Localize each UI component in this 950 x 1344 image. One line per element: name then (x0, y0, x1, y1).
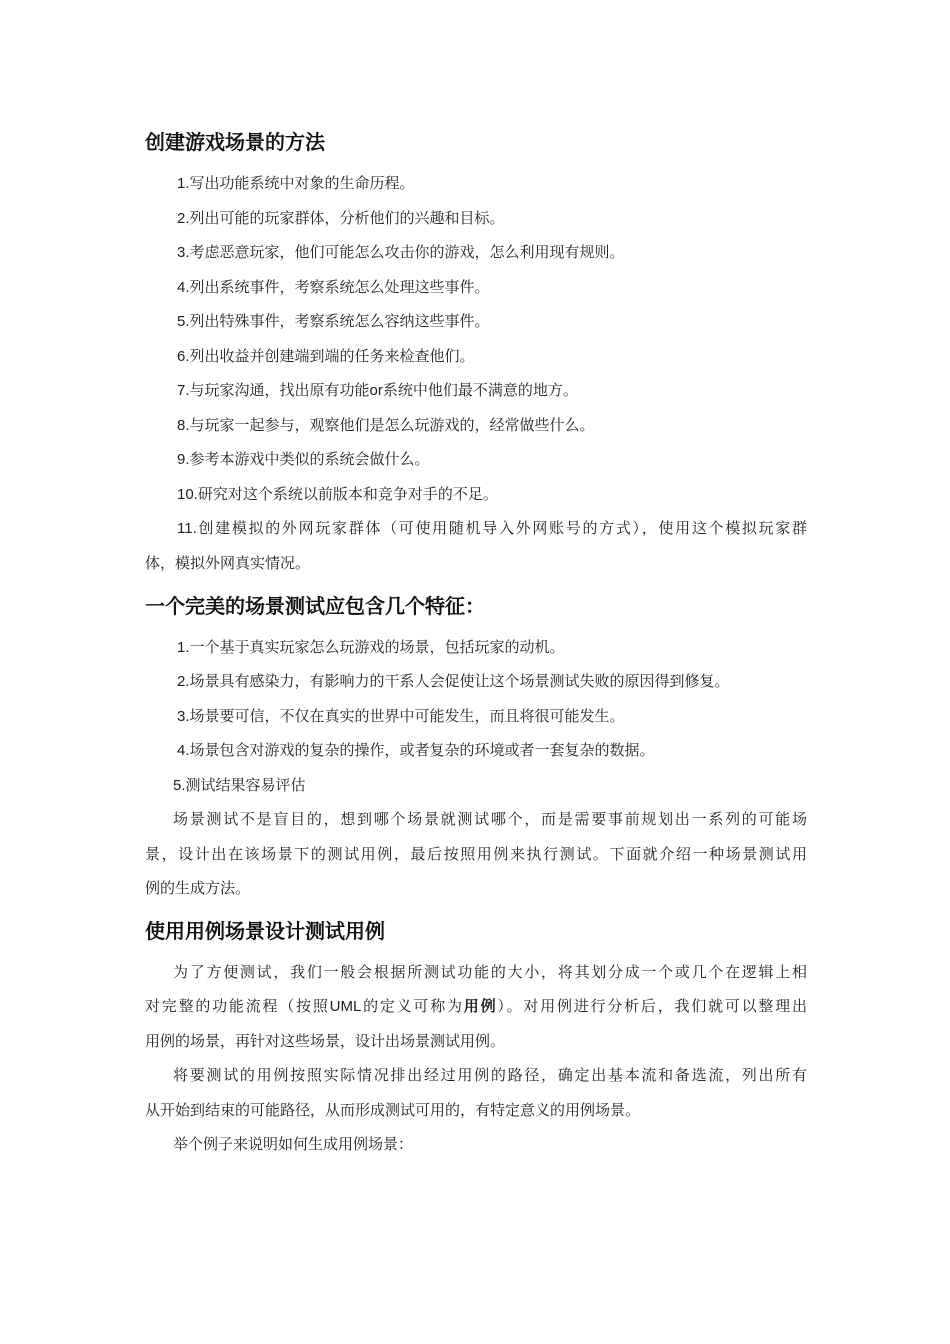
section-heading-scene-methods: 创建游戏场景的方法 (145, 130, 325, 154)
paragraph-line: 从开始到结束的可能路径，从而形成测试可用的，有特定意义的用例场景。 (145, 1101, 641, 1119)
list-item: 5.测试结果容易评估 (173, 776, 306, 794)
paragraph-line: 例的生成方法。 (145, 879, 251, 897)
list-item: 2.场景具有感染力，有影响力的干系人会促使让这个场景测试失败的原因得到修复。 (177, 672, 730, 690)
paragraph-line: 举个例子来说明如何生成用例场景： (173, 1135, 414, 1153)
paragraph-line: 场景测试不是盲目的，想到哪个场景就测试哪个，而是需要事前规划出一系列的可能场 (173, 810, 807, 828)
list-item: 10.研究对这个系统以前版本和竞争对手的不足。 (177, 485, 498, 503)
list-item: 5.列出特殊事件，考察系统怎么容纳这些事件。 (177, 312, 490, 330)
paragraph-line: 为了方便测试，我们一般会根据所测试功能的大小，将其划分成一个或几个在逻辑上相 (173, 963, 807, 981)
list-item: 1.一个基于真实玩家怎么玩游戏的场景，包括玩家的动机。 (177, 638, 565, 656)
list-item: 6.列出收益并创建端到端的任务来检查他们。 (177, 347, 475, 365)
list-item: 8.与玩家一起参与，观察他们是怎么玩游戏的，经常做些什么。 (177, 416, 595, 434)
list-item: 7.与玩家沟通，找出原有功能or系统中他们最不满意的地方。 (177, 381, 578, 399)
section-heading-use-case-scenarios: 使用用例场景设计测试用例 (145, 919, 385, 943)
list-item: 2.列出可能的玩家群体，分析他们的兴趣和目标。 (177, 209, 505, 227)
list-item: 1.写出功能系统中对象的生命历程。 (177, 174, 415, 192)
list-item: 4.场景包含对游戏的复杂的操作，或者复杂的环境或者一套复杂的数据。 (177, 741, 655, 759)
list-item: 3.考虑恶意玩家，他们可能怎么攻击你的游戏，怎么利用现有规则。 (177, 243, 625, 261)
list-item: 3.场景要可信，不仅在真实的世界中可能发生，而且将很可能发生。 (177, 707, 625, 725)
paragraph-line: 对完整的功能流程（按照UML的定义可称为用例）。对用例进行分析后，我们就可以整理出 (145, 997, 807, 1015)
list-item: 11.创建模拟的外网玩家群体（可使用随机导入外网账号的方式），使用这个模拟玩家群 (177, 519, 807, 537)
list-item: 9.参考本游戏中类似的系统会做什么。 (177, 450, 430, 468)
list-item: 4.列出系统事件，考察系统怎么处理这些事件。 (177, 278, 490, 296)
paragraph-line: 将要测试的用例按照实际情况排出经过用例的路径，确定出基本流和备选流，列出所有 (173, 1066, 807, 1084)
use-case-term: 用例 (463, 997, 498, 1015)
paragraph-line: 景，设计出在该场景下的测试用例，最后按照用例来执行测试。下面就介绍一种场景测试用 (145, 845, 807, 863)
section-heading-perfect-scene-test: 一个完美的场景测试应包含几个特征： (145, 594, 485, 618)
paragraph-line: 用例的场景，再针对这些场景，设计出场景测试用例。 (145, 1032, 506, 1050)
list-item-continuation: 体，模拟外网真实情况。 (145, 554, 311, 572)
